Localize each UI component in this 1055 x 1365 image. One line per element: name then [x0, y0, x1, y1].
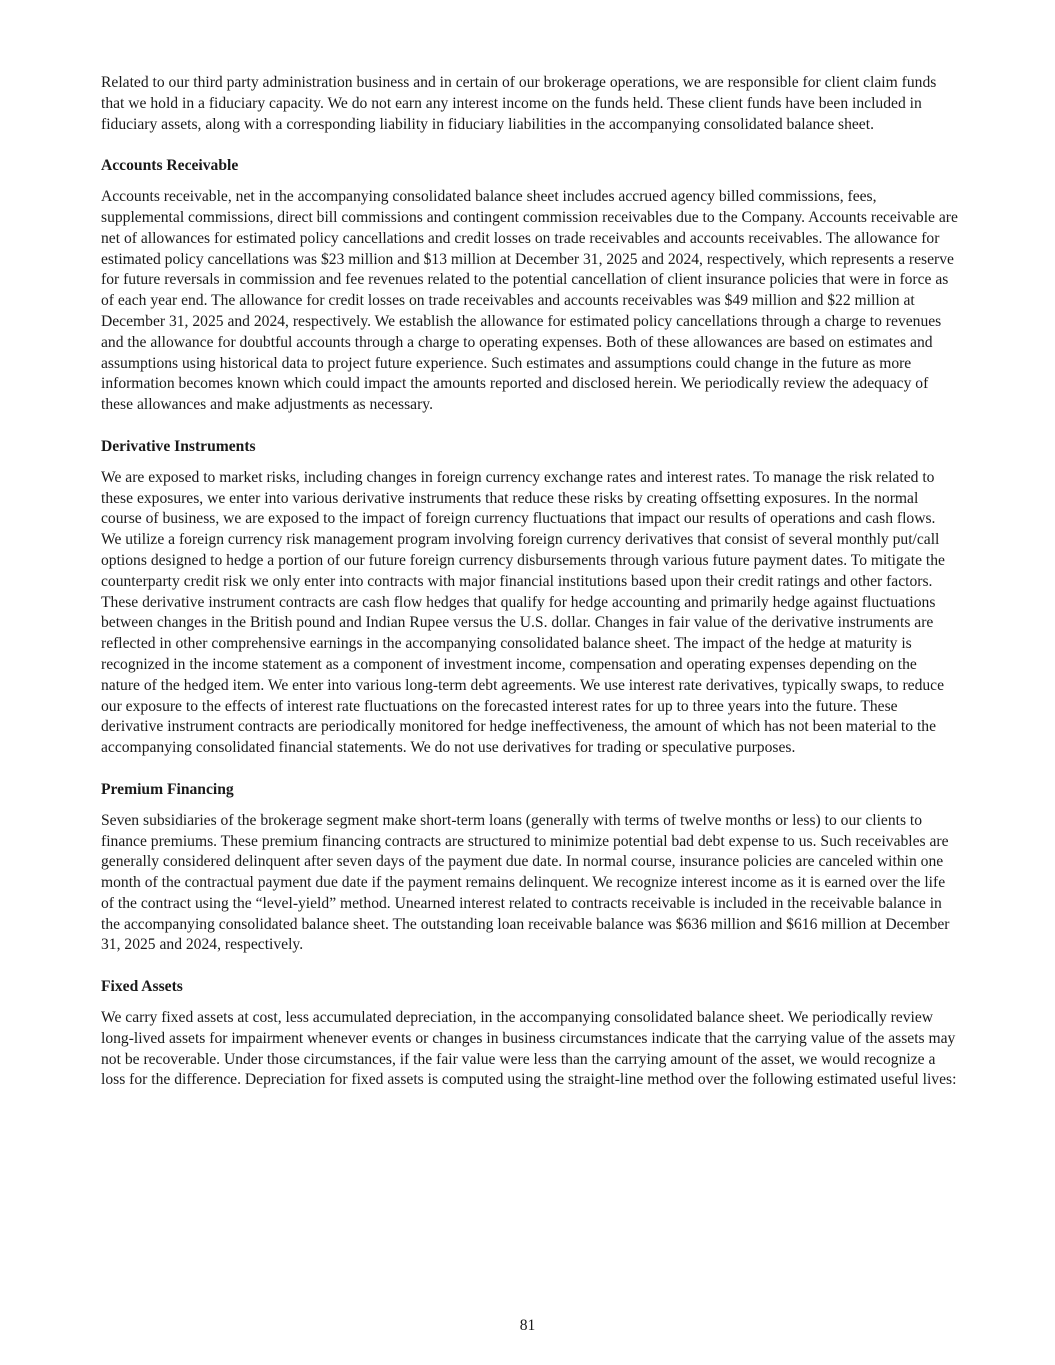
section-fixed-assets — [101, 977, 959, 1091]
section-heading: Derivative Instruments — [101, 437, 256, 455]
section-accounts-receivable — [101, 156, 959, 416]
page-number: 81 — [519, 1317, 536, 1334]
section-heading: Fixed Assets — [101, 978, 183, 996]
intro-paragraph: Related to our third party administration business and in certain of our brokerage operations, we are responsible for client claim funds that we hold in a fiduciary capacity. We do not earn any interest income on the funds held. These client funds have been included in fiduciary assets, along with a corresponding liability in fiduciary liabilities in the accompanying consolidated balance sheet. — [101, 74, 937, 133]
document-page — [101, 73, 959, 1112]
section-derivative-instruments — [101, 437, 959, 759]
section-heading: Accounts Receivable — [101, 157, 239, 175]
section-body: We are exposed to market risks, including changes in foreign currency exchange rates and interest rates. To manage the risk related to these exposures, we enter into various derivative instruments that reduce these risks by creating offsetting exposures. In the normal course of business, we are exposed to the impact of foreign currency fluctuations that impact our results of operations and cash flows. We utilize a foreign currency risk management program involving foreign currency derivatives that consist of several monthly put/call options designed to hedge a portion of our future foreign currency disbursements through various future payment dates. To mitigate the counterparty credit risk we only enter into contracts with major financial institutions based upon their credit ratings and other factors. These derivative instrument contracts are cash flow hedges that qualify for hedge accounting and primarily hedge against fluctuations between changes in the British pound and Indian Rupee versus the U.S. dollar. Changes in fair value of the derivative instruments are reflected in other comprehensive earnings in the accompanying consolidated balance sheet. The impact of the hedge at maturity is recognized in the income statement as a component of investment income, compensation and operating expenses depending on the nature of the hedged item. We enter into various long-term debt agreements. We use interest rate derivatives, typically swaps, to reduce our exposure to the effects of interest rate fluctuations on the forecasted interest rates for up to three years into the future. These derivative instrument contracts are periodically monitored for hedge ineffectiveness, the amount of which has not been material to the accompanying consolidated financial statements. We do not use derivatives for trading or speculative purposes. — [101, 468, 945, 757]
section-body: Accounts receivable, net in the accompanying consolidated balance sheet includes accrued agency billed commissions, fees, supplemental commissions, direct bill commissions and contingent commission receivables due to the Company. Accounts receivable are net of allowances for estimated policy cancellations and credit losses on trade receivables and accounts receivables. The allowance for estimated policy cancellations was $23 million and $13 million at December 31, 2025 and 2024, respectively, which represents a reserve for future reversals in commission and fee revenues related to the potential cancellation of client insurance policies that were in force as of each year end. The allowance for credit losses on trade receivables and accounts receivables was $49 million and $22 million at December 31, 2025 and 2024, respectively. We establish the allowance for estimated policy cancellations through a charge to revenues and the allowance for doubtful accounts through a charge to operating expenses. Both of these allowances are based on estimates and assumptions using historical data to project future experience. Such estimates and assumptions could change in the future as more information becomes known which could impact the amounts reported and disclosed herein. We periodically review the adequacy of these allowances and make adjustments as necessary. — [101, 188, 958, 414]
section-body: Seven subsidiaries of the brokerage segment make short-term loans (generally with terms of twelve months or less) to our clients to finance premiums. These premium financing contracts are structured to minimize potential bad debt expense to us. Such receivables are generally considered delinquent after seven days of the payment due date. In normal course, insurance policies are canceled within one month of the contractual payment due date if the payment remains delinquent. We recognize interest income as it is earned over the life of the contract using the “level-yield” method. Unearned interest related to contracts receivable is included in the receivable balance in the accompanying consolidated balance sheet. The outstanding loan receivable balance was $636 million and $616 million at December 31, 2025 and 2024, respectively. — [101, 811, 950, 954]
section-premium-financing — [101, 780, 959, 956]
section-body: We carry fixed assets at cost, less accumulated depreciation, in the accompanying consolidated balance sheet. We periodically review long-lived assets for impairment whenever events or changes in business circumstances indicate that the carrying value of the assets may not be recoverable. Under those circumstances, if the fair value were less than the carrying amount of the asset, we would recognize a loss for the difference. Depreciation for fixed assets is computed using the straight-line method over the following estimated useful lives: — [101, 1009, 957, 1089]
section-heading: Premium Financing — [101, 780, 234, 798]
